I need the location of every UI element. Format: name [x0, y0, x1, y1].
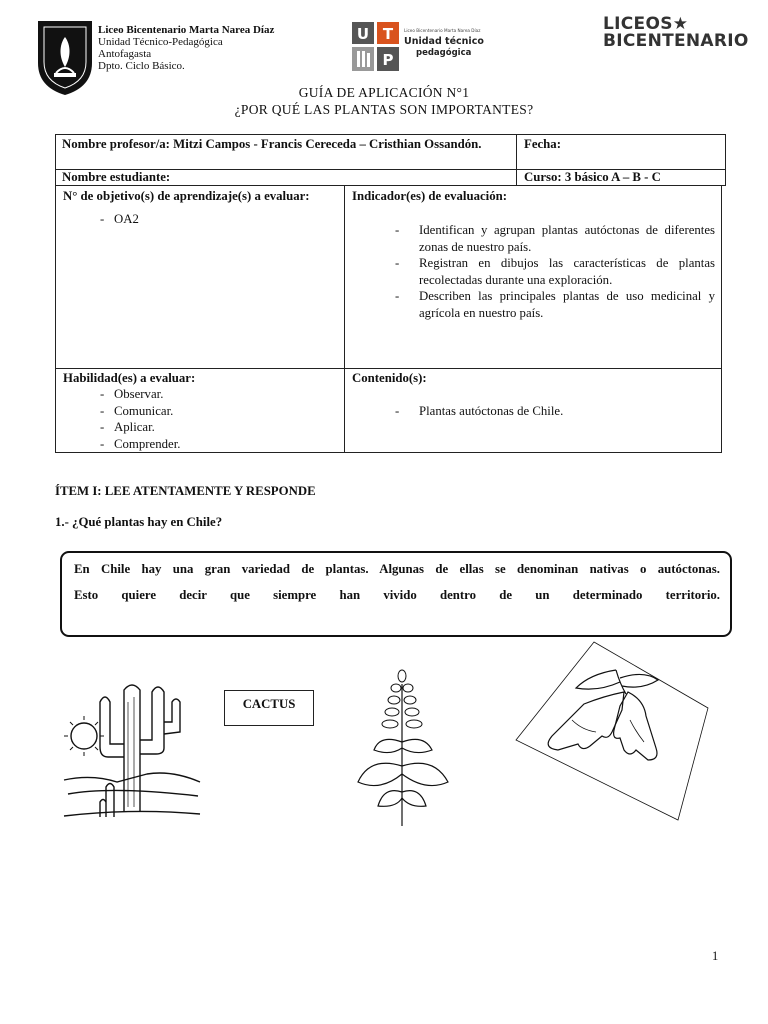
indicator-item: - Identifican y agrupan plantas autóctonas de diferentes zonas de nuestro país. — [345, 222, 721, 255]
student-label: Nombre estudiante: — [62, 170, 171, 184]
content-item: - Plantas autóctonas de Chile. — [345, 403, 721, 420]
date-label: Fecha: — [524, 137, 561, 151]
indicator-item: - Registran en dibujos las características de plantas recolectadas durante una exploración. — [345, 255, 721, 288]
cactus-illustration — [62, 662, 202, 827]
school-unit: Unidad Técnico-Pedagógica — [98, 36, 223, 48]
indicators-heading: Indicador(es) de evaluación: — [352, 189, 507, 203]
skill-item: - Comunicar. — [56, 403, 344, 420]
objectives-cell — [55, 185, 345, 369]
school-name: Liceo Bicentenario Marta Narea Díaz — [98, 24, 275, 36]
indicators-cell — [344, 185, 722, 369]
liceos-line2: BICENTENARIO — [603, 31, 749, 51]
school-info — [98, 24, 274, 72]
contents-cell — [344, 368, 722, 453]
utp-letter-t: T — [382, 25, 394, 43]
medicinal-plant-illustration — [350, 664, 460, 834]
item-heading: ÍTEM I: LEE ATENTAMENTE Y RESPONDE — [55, 484, 316, 498]
cactus-label: CACTUS — [224, 690, 314, 726]
liceos-line1: LICEOS★ — [603, 14, 689, 34]
student-cell[interactable] — [55, 169, 517, 186]
reading-box — [60, 551, 732, 637]
contents-list — [345, 403, 721, 420]
utp-letter-p: P — [382, 51, 394, 69]
school-department: Dpto. Ciclo Básico. — [98, 60, 185, 72]
objectives-heading: N° de objetivo(s) de aprendizaje(s) a evaluar: — [63, 189, 310, 203]
reading-line-1: En Chile hay una gran variedad de plantas. Algunas de ellas se denominan nativas o autóctonas. — [74, 562, 720, 576]
utp-line1: Unidad técnico — [404, 36, 484, 47]
skill-item: - Aplicar. — [56, 419, 344, 436]
objective-item: - OA2 — [56, 211, 344, 228]
guide-subtitle: ¿POR QUÉ LAS PLANTAS SON IMPORTANTES? — [234, 102, 534, 117]
contents-heading: Contenido(s): — [352, 371, 427, 385]
copihue-flower-illustration — [512, 640, 712, 827]
utp-logo — [352, 20, 484, 74]
reading-line-2: Esto quiere decir que siempre han vivido dentro de un determinado territorio. — [74, 588, 720, 602]
course-cell — [516, 169, 726, 186]
indicators-list — [345, 222, 721, 321]
skills-heading: Habilidad(es) a evaluar: — [63, 371, 196, 385]
objectives-list — [56, 211, 344, 228]
page-number: 1 — [712, 949, 719, 963]
utp-letter-u: U — [356, 25, 370, 43]
skill-item: - Observar. — [56, 386, 344, 403]
teacher-label: Nombre profesor/a: Mitzi Campos - Francis Cereceda – Cristhian Ossandón. — [62, 137, 482, 151]
skills-cell — [55, 368, 345, 453]
liceos-bicentenario-logo — [603, 16, 749, 50]
date-cell[interactable] — [516, 134, 726, 170]
guide-title: GUÍA DE APLICACIÓN N°1 — [298, 85, 470, 100]
school-city: Antofagasta — [98, 48, 152, 60]
skills-list — [56, 386, 344, 452]
course-label: Curso: 3 básico A – B - C — [524, 170, 661, 184]
skill-item: - Comprender. — [56, 436, 344, 453]
indicator-item: - Describen las principales plantas de uso medicinal y agrícola en nuestro país. — [345, 288, 721, 321]
teacher-cell — [55, 134, 517, 170]
question-1: 1.- ¿Qué plantas hay en Chile? — [55, 515, 223, 529]
utp-small-text: Liceo Bicentenario Marta Narea Díaz — [404, 28, 481, 33]
utp-line2: pedagógica — [416, 48, 472, 58]
